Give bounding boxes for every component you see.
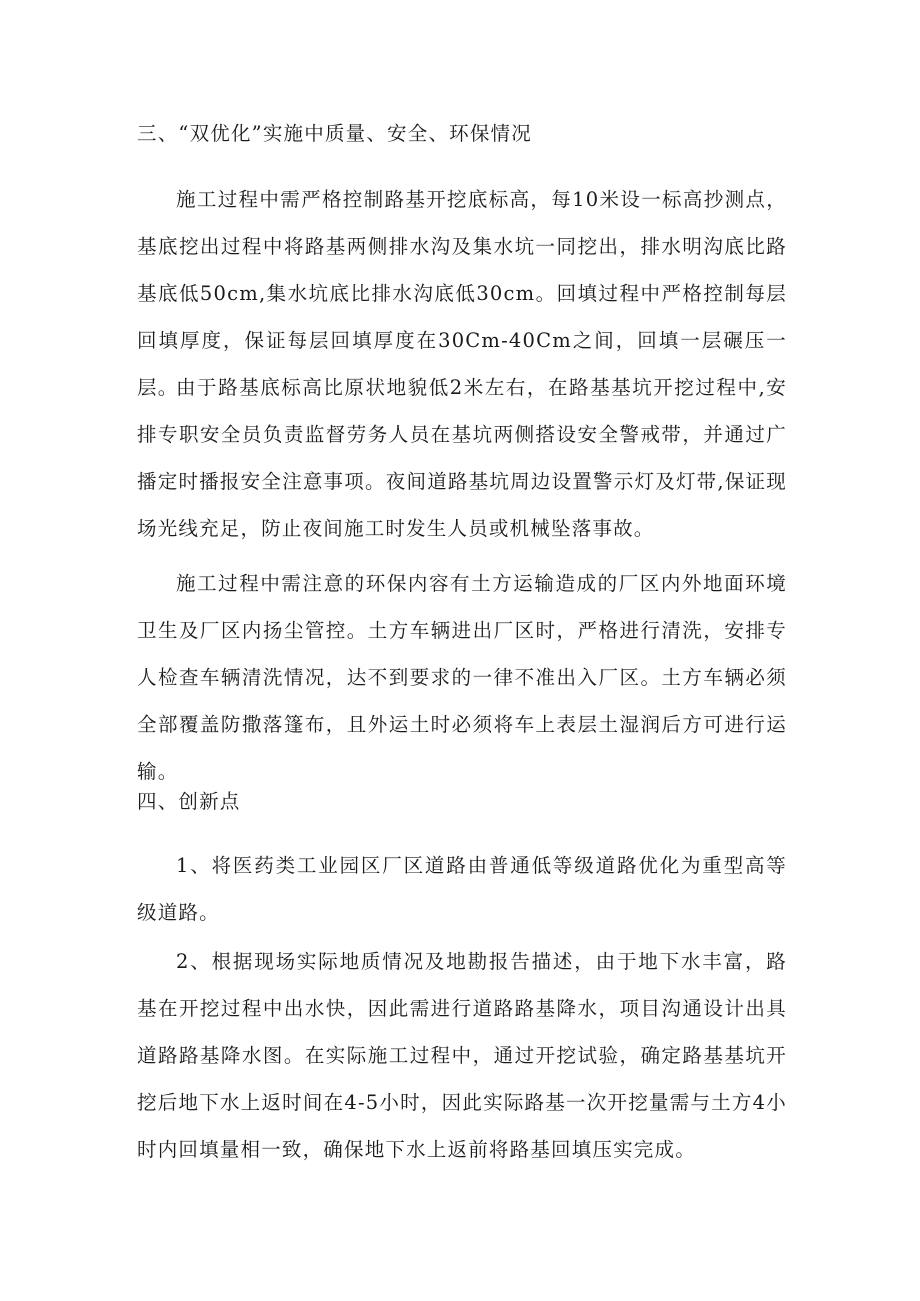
paragraph-safety-measures: 由于路基底标高比原状地貌低2米左右，在路基基坑开挖过程中,安排专职安全员负责监督劳务人员在基坑两侧搭设安全警戒带，并通过广播定时播报安全注意事项。夜间道路基坑周边设置警示灯及灯带,保证现场光线充足，防止夜间施工时发生人员或机械坠落事故。 xyxy=(137,376,787,540)
paragraph-innovation-2: 2、根据现场实际地质情况及地勘报告描述，由于地下水丰富，路基在开挖过程中出水快，因此需进行道路路基降水，项目沟通设计出具道路路基降水图。在实际施工过程中，通过开挖试验，确定路基基坑开挖后地下水上返时间在4-5小时，因此实际路基一次开挖量需与土方4小时内回填量相一致，确保地下水上返前将路基回填压实完成。 xyxy=(137,950,787,1161)
paragraph-quality-control: 施工过程中需严格控制路基开挖底标高，每10米设一标高抄测点，基底挖出过程中将路基两侧排水沟及集水坑一同挖出，排水明沟底比路基底低50cm,集水坑底比排水沟底低30cm。回填过程中严格控制每层回填厚度，保证每层回填厚度在30Cm-40Cm之间，回填一层碾压一层。 xyxy=(137,188,787,399)
section-heading-quality-safety-environment: 三、“双优化”实施中质量、安全、环保情况 xyxy=(137,122,532,145)
paragraph-innovation-1: 1、将医药类工业园区厂区道路由普通低等级道路优化为重型高等级道路。 xyxy=(137,854,787,924)
paragraph-environmental-protection: 施工过程中需注意的环保内容有土方运输造成的厂区内外地面环境卫生及厂区内扬尘管控。土方车辆进出厂区时，严格进行清洗，安排专人检查车辆清洗情况，达不到要求的一律不准出入厂区。土方车辆必须全部覆盖防撒落篷布，且外运土时必须将车上表层土湿润后方可进行运输。 xyxy=(137,572,787,783)
section-heading-innovation: 四、创新点 xyxy=(137,790,241,813)
